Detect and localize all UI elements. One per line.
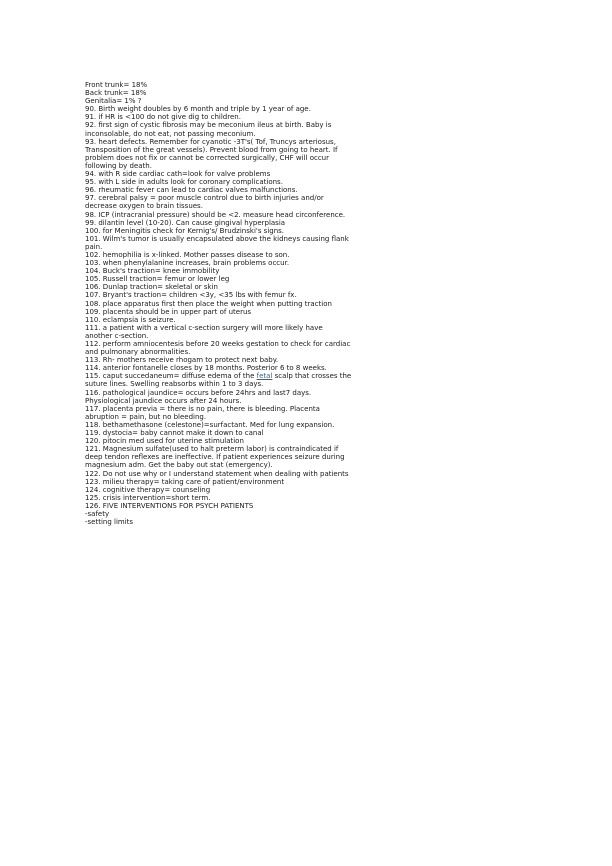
- text-line: 124. cognitive therapy= counseling: [85, 485, 211, 494]
- text-line: 109. placenta should be in upper part of uterus: [85, 307, 252, 316]
- text-line: Back trunk= 18%: [85, 89, 147, 98]
- text-line: 125. crisis intervention=short term.: [85, 493, 211, 502]
- text-line: magnesium adm. Get the baby out stat (emergency).: [85, 461, 273, 470]
- text-line: 117. placenta previa = there is no pain, there is bleeding. Placenta: [85, 404, 320, 413]
- text-line: 112. perform amniocentesis before 20 weeks gestation to check for cardiac: [85, 340, 351, 348]
- text-line: decrease oxygen to brain tissues.: [85, 202, 203, 211]
- text-line: 99. dilantin level (10-20). Can cause gingival hyperplasia: [85, 218, 286, 227]
- text-line: Transposition of the great vessels). Prevent blood from going to heart. If: [85, 145, 338, 154]
- text-line: 114. anterior fontanelle closes by 18 months. Posterior 6 to 8 weeks.: [85, 364, 327, 373]
- text-line: abruption = pain, but no bleeding.: [85, 412, 207, 421]
- text-line: 111. a patient with a vertical c-section surgery will more likely have: [85, 323, 323, 332]
- text-line: 121. Magnesium sulfate(used to halt preterm labor) is contraindicated if: [85, 445, 339, 454]
- text-line: 94. with R side cardiac cath=look for valve problems: [85, 170, 271, 179]
- text-line: 116. pathological jaundice= occurs before 24hrs and last7 days.: [85, 388, 312, 397]
- text-line: deep tendon reflexes are ineffective. If patient experiences seizure during: [85, 453, 345, 462]
- line-115-before: 115. caput succedaneum= diffuse edema of the: [85, 372, 257, 381]
- text-line: 100. for Meningitis check for Kernig's/ Brudzinski's signs.: [85, 226, 285, 235]
- text-line: following by death.: [85, 161, 152, 170]
- text-line: 95. with L side in adults look for coronary complications.: [85, 178, 283, 187]
- text-line: 92. first sign of cystic fibrosis may be meconium ileus at birth. Baby is: [85, 121, 332, 130]
- text-line: 122. Do not use why or I understand statement when dealing with patients: [85, 469, 349, 478]
- notes-text-block: [85, 81, 390, 526]
- text-line: 107. Bryant's traction= children <3y, <35 lbs with femur fx.: [85, 291, 297, 300]
- text-line: 103. when phenylalanine increases, brain problems occur.: [85, 259, 290, 268]
- text-line: 102. hemophilia is x-linked. Mother passes disease to son.: [85, 250, 290, 259]
- text-line: pain.: [85, 242, 103, 251]
- text-line: and pulmonary abnormalities.: [85, 348, 191, 357]
- text-line: Front trunk= 18%: [85, 81, 148, 89]
- text-line: 104. Buck's traction= knee immobility: [85, 267, 220, 276]
- text-line: 118. bethamethasone (celestone)=surfactant. Med for lung expansion.: [85, 420, 335, 429]
- text-line: 123. milieu therapy= taking care of patient/environment: [85, 477, 285, 486]
- text-line: inconsolable, do not eat, not passing meconium.: [85, 129, 256, 138]
- text-line: 90. Birth weight doubles by 6 month and triple by 1 year of age.: [85, 105, 311, 114]
- text-line: Physiological jaundice occurs after 24 hours.: [85, 396, 242, 405]
- text-line: 97. cerebral palsy = poor muscle control due to birth injuries and/or: [85, 194, 324, 203]
- text-line: Genitalia= 1% ?: [85, 97, 142, 106]
- text-line: another c-section.: [85, 331, 149, 340]
- text-line: problem does not fix or cannot be corrected surgically, CHF will occur: [85, 153, 329, 162]
- text-line: 96. rheumatic fever can lead to cardiac valves malfunctions.: [85, 186, 298, 195]
- text-line: 120. pitocin med used for uterine stimulation: [85, 437, 244, 446]
- text-line: 108. place apparatus first then place the weight when putting traction: [85, 299, 332, 308]
- text-line: 91. if HR is <100 do not give dig to children.: [85, 113, 241, 122]
- text-line: -setting limits: [85, 518, 134, 527]
- text-line: 105. Russell traction= femur or lower leg: [85, 275, 230, 284]
- text-line: -safety: [85, 509, 110, 518]
- text-line: 110. eclampsia is seizure.: [85, 315, 176, 324]
- text-line: 106. Dunlap traction= skeletal or skin: [85, 283, 218, 292]
- text-line: 98. ICP (intracranial pressure) should be <2. measure head circonference.: [85, 210, 346, 219]
- text-line: 113. Rh- mothers receive rhogam to protect next baby.: [85, 356, 279, 365]
- text-line: 126. FIVE INTERVENTIONS FOR PSYCH PATIENTS: [85, 501, 254, 510]
- text-line-115: [85, 372, 390, 380]
- text-line: 93. heart defects. Remember for cyanotic -3T's( Tof, Truncys arteriosus,: [85, 137, 336, 146]
- line-115-after: scalp that crosses the: [272, 372, 352, 381]
- fetal-link[interactable]: fetal: [256, 372, 273, 381]
- text-line: suture lines. Swelling reabsorbs within 1 to 3 days.: [85, 380, 264, 389]
- text-line: 119. dystocia= baby cannot make it down to canal: [85, 429, 264, 438]
- text-line: 101. Wilm's tumor is usually encapsulated above the kidneys causing flank: [85, 234, 349, 243]
